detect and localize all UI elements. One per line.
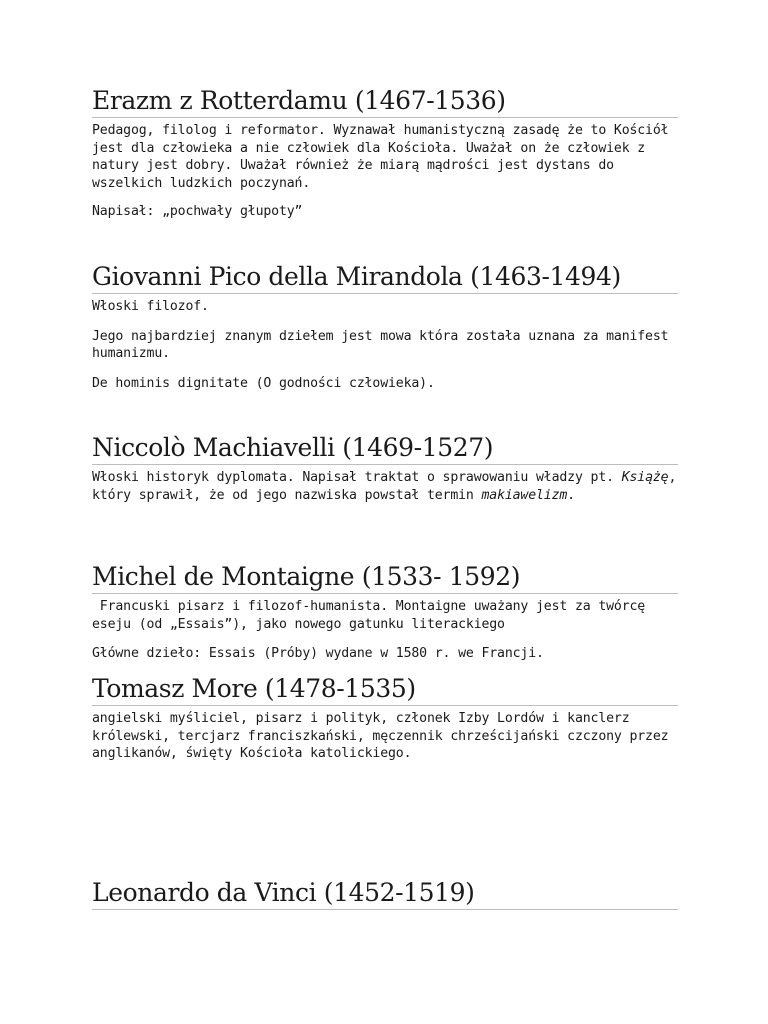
section-paragraph: Pedagog, filolog i reformator. Wyznawał humanistyczną zasadę że to Kościół jest dla człowieka a nie człowiek dla Kościoła. Uważał on że człowiek z natury jest dobry. Uważał również że miarą mądrości jest dystans do wszelkich ludzkich poczynań. [92, 123, 669, 191]
paragraph-text: . [567, 487, 575, 503]
section-leonardo [92, 878, 678, 910]
section-heading: Tomasz More (1478-1535) [92, 674, 678, 706]
paragraph-text: , który sprawił, że od jego nazwiska powstał termin [92, 470, 677, 503]
section-paragraph: De hominis dignitate (O godności człowieka). [92, 375, 435, 391]
section-heading: Niccolò Machiavelli (1469-1527) [92, 433, 678, 465]
section-paragraph: Włoski filozof. [92, 299, 209, 314]
section-paragraph: Główne dzieło: Essais (Próby) wydane w 1580 r. we Francji. [92, 646, 544, 661]
italic-term: makiawelizm [481, 487, 568, 503]
section-heading: Erazm z Rotterdamu (1467-1536) [92, 86, 678, 118]
section-paragraph: angielski myśliciel, pisarz i polityk, członek Izby Lordów i kanclerz królewski, tercjarz franciszkański, męczennik chrześcijański czczony przez anglikanów, święty Kościoła katolickiego. [92, 711, 669, 761]
section-machiavelli [92, 433, 678, 504]
section-more [92, 674, 678, 763]
section-paragraph: Jego najbardziej znanym dziełem jest mowa która została uznana za manifest humanizmu. [92, 328, 669, 361]
paragraph-text: Włoski historyk dyplomata. Napisał traktat o sprawowaniu władzy pt. [92, 470, 622, 485]
section-paragraph [92, 469, 678, 504]
section-montaigne [92, 562, 678, 663]
section-heading: Michel de Montaigne (1533- 1592) [92, 562, 678, 594]
section-heading: Giovanni Pico della Mirandola (1463-1494) [92, 262, 678, 294]
italic-title: Książę [621, 470, 669, 485]
section-erasmus [92, 86, 678, 221]
section-paragraph: Napisał: „pochwały głupoty” [92, 204, 303, 219]
section-heading: Leonardo da Vinci (1452-1519) [92, 878, 678, 910]
section-paragraph: Francuski pisarz i filozof-humanista. Montaigne uważany jest za twórcę eseju (od „Essais”), jako nowego gatunku literackiego [92, 599, 653, 632]
section-pico [92, 262, 678, 392]
